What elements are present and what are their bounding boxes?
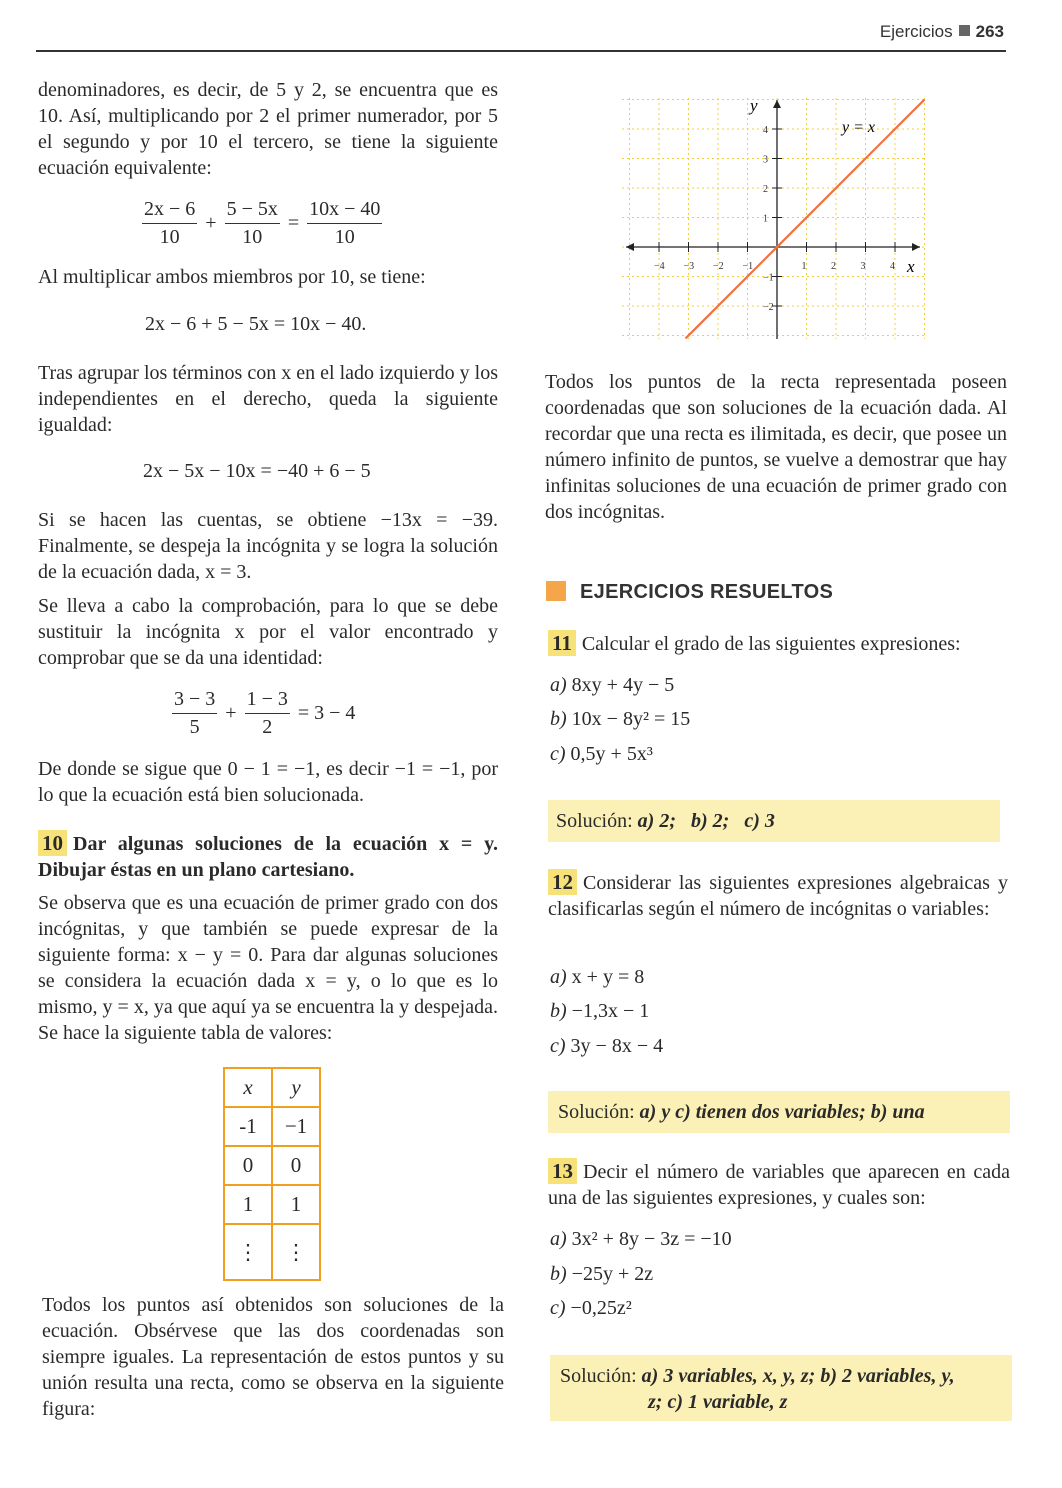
paragraph-text: De donde se sigue que 0 − 1 = −1, es decir −1 = −1, por lo que la ecuación está bien solucionada.: [38, 758, 498, 806]
x-tick-label: 3: [860, 261, 866, 272]
denominator: 10: [159, 226, 180, 248]
paragraph-text: Todos los puntos así obtenidos son soluciones de la ecuación. Obsérvese que las dos coordenadas son siempre iguales. La representación de estos puntos y su unión resulta una recta, como se observa en la siguiente figura:: [42, 1294, 504, 1420]
table-cell: 1: [272, 1185, 320, 1224]
table-cell: 0: [224, 1146, 272, 1185]
list-item: [550, 674, 674, 697]
header-label: x: [243, 1075, 253, 1099]
item-expression: 8xy + 4y − 5: [571, 674, 675, 696]
exercise-number-badge: 13: [548, 1158, 577, 1184]
item-label: b): [550, 708, 567, 730]
section-heading: [546, 581, 833, 604]
solution-text-line-2: z; c) 1 variable, z: [648, 1391, 788, 1413]
section-square-icon: [546, 581, 566, 601]
solution-prefix: Solución:: [556, 810, 633, 832]
list-item: [550, 966, 644, 989]
exercise-number-badge: 10: [38, 830, 67, 856]
y-tick-label: −1: [763, 272, 774, 284]
denominator: 2: [262, 716, 273, 738]
item-expression: x + y = 8: [571, 966, 645, 988]
left-paragraph-1: [38, 77, 498, 181]
exercise-13-solution: [550, 1355, 1012, 1421]
paragraph-text: denominadores, es decir, de 5 y 2, se encuentra que es 10. Así, multiplicando por 2 el primer numerador, por 5 el segundo y por 10 el tercero, se tiene la siguiente ecuación equivalente:: [38, 79, 498, 179]
left-paragraph-4: [38, 507, 498, 585]
right-paragraph-1: [545, 369, 1007, 525]
y-tick-label: 1: [763, 213, 768, 225]
x-tick-label: 1: [801, 261, 807, 272]
item-expression: 10x − 8y² = 15: [571, 708, 691, 730]
table-row: [224, 1224, 320, 1280]
equation-rest: = 3 − 4: [297, 702, 356, 724]
item-label: a): [550, 674, 567, 696]
fraction-2: [225, 198, 280, 249]
y-tick-label: 4: [763, 125, 768, 136]
table-header-x: [224, 1068, 272, 1107]
header-square-icon: [959, 25, 970, 36]
cartesian-graph: [620, 96, 930, 344]
numerator: 10x − 40: [307, 198, 382, 224]
table-cell: 0: [272, 1146, 320, 1185]
x-tick-label: −2: [713, 261, 724, 272]
exercise-12-statement: [548, 869, 1008, 922]
left-paragraph-5: [38, 593, 498, 671]
numerator: 3 − 3: [172, 688, 217, 714]
item-expression: −0,25z²: [570, 1297, 632, 1319]
y-tick-label: 3: [763, 154, 768, 166]
y-tick-label: 2: [763, 184, 768, 195]
y-axis-label: y: [750, 96, 758, 115]
table-row: [224, 1185, 320, 1224]
numerator: 1 − 3: [245, 688, 290, 714]
table-header-y: [272, 1068, 320, 1107]
exercise-text: Decir el número de variables que aparecen en cada una de las siguientes expresiones, y cuales son:: [548, 1161, 1010, 1209]
x-tick-label: −4: [654, 261, 665, 272]
equation-2: 2x − 6 + 5 − 5x = 10x − 40.: [145, 313, 367, 335]
paragraph-text: Si se hacen las cuentas, se obtiene −13x = −39. Finalmente, se despeja la incógnita y se logra la solución de la ecuación dada, x = 3.: [38, 509, 498, 583]
fraction-3: [307, 198, 382, 249]
left-paragraph-2: [38, 264, 498, 290]
item-expression: −1,3x − 1: [571, 1000, 650, 1022]
exercise-11-statement: [548, 630, 1008, 657]
header-section: Ejercicios: [879, 22, 953, 41]
item-label: b): [550, 1000, 567, 1022]
item-label: c): [550, 1035, 566, 1057]
list-item: [550, 1228, 732, 1251]
x-axis-label: x: [907, 257, 915, 276]
table-cell: ⋮: [272, 1224, 320, 1280]
exercise-text: Calcular el grado de las siguientes expresiones:: [581, 633, 961, 655]
x-tick-label: 2: [831, 261, 836, 272]
line-y-equals-x: [683, 100, 925, 339]
list-item: [550, 1000, 649, 1023]
values-table: [223, 1067, 321, 1281]
operator: +: [225, 702, 237, 724]
table-cell: −1: [272, 1107, 320, 1146]
section-title: EJERCICIOS RESUELTOS: [580, 581, 834, 603]
item-label: a): [550, 1228, 567, 1250]
paragraph-text: Al multiplicar ambos miembros por 10, se tiene:: [38, 266, 426, 288]
table-row: [224, 1107, 320, 1146]
list-item: [550, 743, 653, 766]
item-expression: 3x² + 8y − 3z = −10: [571, 1228, 732, 1250]
operator: =: [287, 212, 300, 234]
paragraph-text: Se observa que es una ecuación de primer grado con dos incógnitas, y que también se puede expresar de la siguiente forma: x − y = 0. Para dar algunas soluciones se considera la ecuación dada x = y, o lo que es lo mismo, y = x, ya que aquí ya se encuentra la y despejada. Se hace la siguiente tabla de valores:: [38, 892, 498, 1044]
denominator: 10: [242, 226, 263, 248]
exercise-10-title: Dar algunas soluciones de la ecuación x = y. Dibujar éstas en un plano cartesiano.: [38, 833, 498, 881]
graph-ticks: [654, 125, 895, 313]
exercise-text: Considerar las siguientes expresiones algebraicas y clasificarlas según el número de incógnitas o variables:: [548, 872, 1008, 920]
equation-1: [142, 198, 382, 249]
solution-prefix: Solución:: [558, 1101, 635, 1123]
table-cell: ⋮: [224, 1224, 272, 1280]
exercise-number-badge: 11: [548, 630, 576, 656]
y-tick-label: −2: [763, 302, 774, 313]
paragraph-text: Tras agrupar los términos con x en el lado izquierdo y los independientes en el derecho, queda la siguiente igualdad:: [38, 362, 498, 436]
left-paragraph-8: [42, 1292, 504, 1422]
left-paragraph-3: [38, 360, 498, 438]
list-item: [550, 708, 690, 731]
item-label: c): [550, 1297, 566, 1319]
solution-prefix: Solución:: [560, 1365, 637, 1387]
numerator: 5 − 5x: [225, 198, 280, 224]
denominator: 5: [189, 716, 200, 738]
exercise-12-solution: [548, 1091, 1010, 1133]
line-label: y = x: [842, 119, 875, 136]
table-header-row: [224, 1068, 320, 1107]
fraction-1: [172, 688, 217, 739]
x-axis-arrow-icon: [912, 243, 920, 251]
equation-4: [172, 688, 363, 739]
operator: +: [205, 212, 217, 234]
solution-text-line-1: a) 3 variables, x, y, z; b) 2 variables, y,: [641, 1365, 955, 1387]
x-tick-label: −1: [742, 261, 754, 272]
item-expression: 3y − 8x − 4: [570, 1035, 664, 1057]
page-number: 263: [975, 22, 1004, 41]
item-expression: 0,5y + 5x³: [570, 743, 653, 765]
y-axis-arrow-icon: [773, 100, 781, 108]
solution-text: a) y c) tienen dos variables; b) una: [639, 1101, 925, 1123]
denominator: 10: [334, 226, 355, 248]
exercise-number-badge: 12: [548, 869, 577, 895]
list-item: [550, 1297, 632, 1320]
paragraph-text: Todos los puntos de la recta representada poseen coordenadas que son soluciones de la ecuación dada. Al recordar que una recta es ilimitada, es decir, que posee un número infinito de puntos, se vuelve a demostrar que hay infinitas soluciones de una ecuación de primer grado con dos incógnitas.: [545, 371, 1007, 523]
page-header: [880, 22, 1004, 42]
fraction-1: [142, 198, 197, 249]
list-item: [550, 1035, 663, 1058]
paragraph-text: Se lleva a cabo la comprobación, para lo que se debe sustituir la incógnita x por el valor encontrado y comprobar que se da una identidad:: [38, 595, 498, 669]
left-paragraph-7: [38, 890, 498, 1046]
x-tick-label: 4: [890, 261, 895, 272]
numerator: 2x − 6: [142, 198, 197, 224]
table-cell: -1: [224, 1107, 272, 1146]
exercise-13-statement: [548, 1158, 1010, 1211]
header-rule: [36, 50, 1006, 52]
list-item: [550, 1263, 653, 1286]
item-label: a): [550, 966, 567, 988]
solution-text: a) 2; b) 2; c) 3: [637, 810, 775, 832]
item-label: c): [550, 743, 566, 765]
left-paragraph-6: [38, 756, 498, 808]
exercise-11-solution: [548, 800, 1000, 842]
header-label: y: [291, 1075, 301, 1099]
item-label: b): [550, 1263, 567, 1285]
fraction-2: [245, 688, 290, 739]
equation-3: 2x − 5x − 10x = −40 + 6 − 5: [143, 460, 371, 482]
x-tick-label: −3: [683, 261, 695, 272]
table-cell: 1: [224, 1185, 272, 1224]
item-expression: −25y + 2z: [571, 1263, 654, 1285]
exercise-10-heading: [38, 830, 498, 883]
table-row: [224, 1146, 320, 1185]
